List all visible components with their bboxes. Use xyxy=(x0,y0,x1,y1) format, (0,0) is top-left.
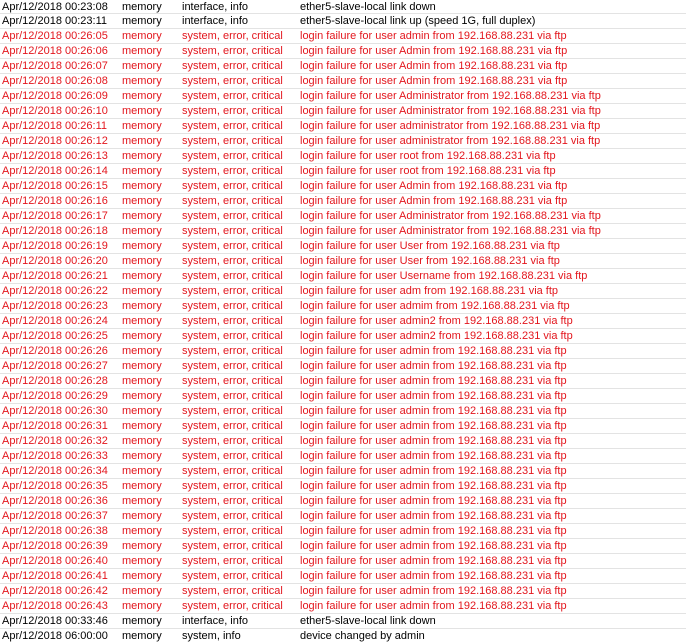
log-row[interactable] xyxy=(0,434,686,449)
log-buffer: memory xyxy=(122,345,162,357)
log-topics: system, error, critical xyxy=(182,450,283,462)
log-row[interactable] xyxy=(0,254,686,269)
log-time: Apr/12/2018 00:26:39 xyxy=(2,540,108,552)
log-time: Apr/12/2018 00:26:08 xyxy=(2,75,108,87)
log-message: login failure for user admin from 192.168.88.231 via ftp xyxy=(300,570,567,582)
log-topics: system, error, critical xyxy=(182,165,283,177)
log-message: login failure for user root from 192.168.88.231 via ftp xyxy=(300,150,556,162)
log-buffer: memory xyxy=(122,330,162,342)
log-buffer: memory xyxy=(122,135,162,147)
log-time: Apr/12/2018 00:26:26 xyxy=(2,345,108,357)
log-topics: system, error, critical xyxy=(182,135,283,147)
log-message: login failure for user admin from 192.168.88.231 via ftp xyxy=(300,345,567,357)
log-row[interactable] xyxy=(0,374,686,389)
log-topics: system, error, critical xyxy=(182,480,283,492)
log-time: Apr/12/2018 00:26:07 xyxy=(2,60,108,72)
log-message: login failure for user User from 192.168.88.231 via ftp xyxy=(300,240,560,252)
log-time: Apr/12/2018 00:26:23 xyxy=(2,300,108,312)
log-topics: system, error, critical xyxy=(182,600,283,612)
log-topics: system, error, critical xyxy=(182,90,283,102)
log-topics: system, error, critical xyxy=(182,390,283,402)
log-time: Apr/12/2018 00:26:32 xyxy=(2,435,108,447)
log-time: Apr/12/2018 00:26:06 xyxy=(2,45,108,57)
log-message: ether5-slave-local link down xyxy=(300,615,436,627)
log-time: Apr/12/2018 00:26:05 xyxy=(2,30,108,42)
log-topics: system, error, critical xyxy=(182,285,283,297)
log-message: login failure for user admin from 192.168.88.231 via ftp xyxy=(300,510,567,522)
log-time: Apr/12/2018 00:26:33 xyxy=(2,450,108,462)
log-time: Apr/12/2018 00:26:36 xyxy=(2,495,108,507)
log-message: login failure for user admim from 192.168.88.231 via ftp xyxy=(300,300,570,312)
log-topics: system, info xyxy=(182,630,241,642)
log-row[interactable] xyxy=(0,179,686,194)
log-row[interactable] xyxy=(0,479,686,494)
log-message: login failure for user admin from 192.168.88.231 via ftp xyxy=(300,435,567,447)
log-row[interactable] xyxy=(0,404,686,419)
log-time: Apr/12/2018 00:26:19 xyxy=(2,240,108,252)
log-time: Apr/12/2018 00:26:43 xyxy=(2,600,108,612)
log-time: Apr/12/2018 00:26:11 xyxy=(2,120,107,132)
log-time: Apr/12/2018 00:26:25 xyxy=(2,330,108,342)
log-buffer: memory xyxy=(122,555,162,567)
log-topics: system, error, critical xyxy=(182,405,283,417)
log-message: login failure for user admin from 192.168.88.231 via ftp xyxy=(300,390,567,402)
log-buffer: memory xyxy=(122,585,162,597)
log-time: Apr/12/2018 00:26:15 xyxy=(2,180,108,192)
log-message: login failure for user admin from 192.168.88.231 via ftp xyxy=(300,405,567,417)
log-message: ether5-slave-local link up (speed 1G, full duplex) xyxy=(300,15,536,27)
log-buffer: memory xyxy=(122,1,162,13)
log-buffer: memory xyxy=(122,510,162,522)
log-row[interactable] xyxy=(0,329,686,344)
log-message: device changed by admin xyxy=(300,630,425,642)
log-message: login failure for user Admin from 192.168.88.231 via ftp xyxy=(300,45,568,57)
log-buffer: memory xyxy=(122,120,162,132)
log-row[interactable] xyxy=(0,464,686,479)
log-time: Apr/12/2018 00:26:42 xyxy=(2,585,108,597)
log-buffer: memory xyxy=(122,600,162,612)
log-row[interactable] xyxy=(0,569,686,584)
log-row[interactable] xyxy=(0,239,686,254)
log-message: login failure for user Admin from 192.168.88.231 via ftp xyxy=(300,75,568,87)
log-topics: system, error, critical xyxy=(182,210,283,222)
log-topics: system, error, critical xyxy=(182,345,283,357)
log-buffer: memory xyxy=(122,525,162,537)
log-buffer: memory xyxy=(122,405,162,417)
log-topics: system, error, critical xyxy=(182,120,283,132)
log-row[interactable] xyxy=(0,299,686,314)
log-row[interactable] xyxy=(0,29,686,44)
log-buffer: memory xyxy=(122,300,162,312)
log-topics: system, error, critical xyxy=(182,75,283,87)
log-buffer: memory xyxy=(122,45,162,57)
log-row[interactable] xyxy=(0,194,686,209)
log-row[interactable] xyxy=(0,344,686,359)
log-message: login failure for user adm from 192.168.88.231 via ftp xyxy=(300,285,559,297)
log-message: login failure for user Admin from 192.168.88.231 via ftp xyxy=(300,60,568,72)
log-topics: system, error, critical xyxy=(182,555,283,567)
log-topics: system, error, critical xyxy=(182,375,283,387)
log-buffer: memory xyxy=(122,465,162,477)
log-row[interactable] xyxy=(0,539,686,554)
log-message: login failure for user Admin from 192.168.88.231 via ftp xyxy=(300,195,568,207)
log-buffer: memory xyxy=(122,90,162,102)
log-buffer: memory xyxy=(122,60,162,72)
log-topics: system, error, critical xyxy=(182,570,283,582)
log-topics: system, error, critical xyxy=(182,315,283,327)
log-row[interactable] xyxy=(0,359,686,374)
log-topics: system, error, critical xyxy=(182,45,283,57)
log-buffer: memory xyxy=(122,615,162,627)
log-message: login failure for user Username from 192.168.88.231 via ftp xyxy=(300,270,588,282)
log-row[interactable] xyxy=(0,0,686,14)
log-buffer: memory xyxy=(122,150,162,162)
log-message: login failure for user User from 192.168.88.231 via ftp xyxy=(300,255,560,267)
log-message: login failure for user admin from 192.168.88.231 via ftp xyxy=(300,480,567,492)
log-time: Apr/12/2018 00:26:10 xyxy=(2,105,108,117)
log-row[interactable] xyxy=(0,449,686,464)
log-buffer: memory xyxy=(122,240,162,252)
log-topics: system, error, critical xyxy=(182,330,283,342)
log-topics: system, error, critical xyxy=(182,195,283,207)
log-row[interactable] xyxy=(0,284,686,299)
log-message: login failure for user admin2 from 192.168.88.231 via ftp xyxy=(300,330,573,342)
log-message: login failure for user Administrator from 192.168.88.231 via ftp xyxy=(300,210,601,222)
log-topics: interface, info xyxy=(182,615,249,627)
log-topics: system, error, critical xyxy=(182,225,283,237)
log-time: Apr/12/2018 00:26:20 xyxy=(2,255,108,267)
log-time: Apr/12/2018 00:26:35 xyxy=(2,480,108,492)
log-topics: system, error, critical xyxy=(182,525,283,537)
log-message: login failure for user Admin from 192.168.88.231 via ftp xyxy=(300,180,568,192)
log-time: Apr/12/2018 00:26:30 xyxy=(2,405,108,417)
log-message: login failure for user admin from 192.168.88.231 via ftp xyxy=(300,360,567,372)
log-row[interactable] xyxy=(0,314,686,329)
log-buffer: memory xyxy=(122,540,162,552)
log-row[interactable] xyxy=(0,554,686,569)
log-row[interactable] xyxy=(0,164,686,179)
log-message: login failure for user admin from 192.168.88.231 via ftp xyxy=(300,525,567,537)
log-message: login failure for user admin from 192.168.88.231 via ftp xyxy=(300,540,567,552)
log-buffer: memory xyxy=(122,435,162,447)
log-topics: system, error, critical xyxy=(182,360,283,372)
log-topics: system, error, critical xyxy=(182,435,283,447)
log-message: login failure for user admin from 192.168.88.231 via ftp xyxy=(300,420,567,432)
log-topics: system, error, critical xyxy=(182,30,283,42)
log-row[interactable] xyxy=(0,224,686,239)
log-message: login failure for user admin from 192.168.88.231 via ftp xyxy=(300,555,567,567)
log-topics: system, error, critical xyxy=(182,180,283,192)
log-topics: system, error, critical xyxy=(182,255,283,267)
log-buffer: memory xyxy=(122,180,162,192)
log-row[interactable] xyxy=(0,614,686,629)
log-row[interactable] xyxy=(0,149,686,164)
log-row[interactable] xyxy=(0,419,686,434)
log-buffer: memory xyxy=(122,495,162,507)
log-row[interactable] xyxy=(0,74,686,89)
log-time: Apr/12/2018 00:26:38 xyxy=(2,525,108,537)
log-buffer: memory xyxy=(122,210,162,222)
log-message: login failure for user admin from 192.168.88.231 via ftp xyxy=(300,495,567,507)
log-buffer: memory xyxy=(122,360,162,372)
log-buffer: memory xyxy=(122,480,162,492)
log-time: Apr/12/2018 00:26:34 xyxy=(2,465,108,477)
log-buffer: memory xyxy=(122,630,162,642)
log-topics: system, error, critical xyxy=(182,510,283,522)
log-message: login failure for user administrator from 192.168.88.231 via ftp xyxy=(300,135,601,147)
log-time: Apr/12/2018 00:26:21 xyxy=(2,270,108,282)
log-time: Apr/12/2018 00:26:12 xyxy=(2,135,108,147)
log-time: Apr/12/2018 00:26:37 xyxy=(2,510,108,522)
log-row[interactable] xyxy=(0,584,686,599)
log-buffer: memory xyxy=(122,30,162,42)
log-message: login failure for user admin from 192.168.88.231 via ftp xyxy=(300,585,567,597)
log-time: Apr/12/2018 00:26:24 xyxy=(2,315,108,327)
log-buffer: memory xyxy=(122,15,162,27)
log-time: Apr/12/2018 06:00:00 xyxy=(2,630,108,642)
log-buffer: memory xyxy=(122,105,162,117)
log-buffer: memory xyxy=(122,570,162,582)
log-time: Apr/12/2018 00:26:40 xyxy=(2,555,108,567)
log-buffer: memory xyxy=(122,375,162,387)
log-topics: system, error, critical xyxy=(182,465,283,477)
log-topics: system, error, critical xyxy=(182,300,283,312)
log-topics: interface, info xyxy=(182,15,249,27)
log-row[interactable] xyxy=(0,494,686,509)
log-time: Apr/12/2018 00:23:11 xyxy=(2,15,107,27)
log-buffer: memory xyxy=(122,450,162,462)
log-message: login failure for user admin from 192.168.88.231 via ftp xyxy=(300,375,567,387)
log-time: Apr/12/2018 00:26:22 xyxy=(2,285,108,297)
log-time: Apr/12/2018 00:26:09 xyxy=(2,90,108,102)
log-topics: interface, info xyxy=(182,1,249,13)
log-message: login failure for user admin from 192.168.88.231 via ftp xyxy=(300,600,567,612)
log-row[interactable] xyxy=(0,89,686,104)
log-time: Apr/12/2018 00:26:31 xyxy=(2,420,108,432)
log-topics: system, error, critical xyxy=(182,270,283,282)
log-row[interactable] xyxy=(0,599,686,614)
log-buffer: memory xyxy=(122,195,162,207)
log-row[interactable] xyxy=(0,119,686,134)
log-row[interactable] xyxy=(0,14,686,29)
log-time: Apr/12/2018 00:26:28 xyxy=(2,375,108,387)
log-time: Apr/12/2018 00:26:13 xyxy=(2,150,108,162)
log-topics: system, error, critical xyxy=(182,60,283,72)
log-row[interactable] xyxy=(0,509,686,524)
log-message: login failure for user Administrator from 192.168.88.231 via ftp xyxy=(300,90,601,102)
log-message: login failure for user admin from 192.168.88.231 via ftp xyxy=(300,465,567,477)
log-message: ether5-slave-local link down xyxy=(300,1,436,13)
log-buffer: memory xyxy=(122,390,162,402)
log-message: login failure for user root from 192.168.88.231 via ftp xyxy=(300,165,556,177)
log-message: login failure for user admin from 192.168.88.231 via ftp xyxy=(300,450,567,462)
log-row[interactable] xyxy=(0,209,686,224)
log-buffer: memory xyxy=(122,225,162,237)
log-buffer: memory xyxy=(122,255,162,267)
log-buffer: memory xyxy=(122,270,162,282)
log-topics: system, error, critical xyxy=(182,495,283,507)
log-message: login failure for user Administrator from 192.168.88.231 via ftp xyxy=(300,105,601,117)
log-topics: system, error, critical xyxy=(182,585,283,597)
log-row[interactable] xyxy=(0,44,686,59)
log-time: Apr/12/2018 00:26:16 xyxy=(2,195,108,207)
log-row[interactable] xyxy=(0,59,686,74)
log-message: login failure for user administrator from 192.168.88.231 via ftp xyxy=(300,120,601,132)
log-time: Apr/12/2018 00:26:17 xyxy=(2,210,108,222)
log-topics: system, error, critical xyxy=(182,105,283,117)
log-message: login failure for user admin2 from 192.168.88.231 via ftp xyxy=(300,315,573,327)
log-time: Apr/12/2018 00:26:14 xyxy=(2,165,108,177)
log-time: Apr/12/2018 00:33:46 xyxy=(2,615,108,627)
log-time: Apr/12/2018 00:26:27 xyxy=(2,360,108,372)
log-time: Apr/12/2018 00:23:08 xyxy=(2,1,108,13)
log-topics: system, error, critical xyxy=(182,240,283,252)
log-message: login failure for user Administrator from 192.168.88.231 via ftp xyxy=(300,225,601,237)
log-buffer: memory xyxy=(122,315,162,327)
log-message: login failure for user admin from 192.168.88.231 via ftp xyxy=(300,30,567,42)
log-buffer: memory xyxy=(122,285,162,297)
log-time: Apr/12/2018 00:26:29 xyxy=(2,390,108,402)
log-row[interactable] xyxy=(0,134,686,149)
log-time: Apr/12/2018 00:26:18 xyxy=(2,225,108,237)
log-buffer: memory xyxy=(122,75,162,87)
log-row[interactable] xyxy=(0,104,686,119)
log-row[interactable] xyxy=(0,389,686,404)
log-row[interactable] xyxy=(0,269,686,284)
log-buffer: memory xyxy=(122,165,162,177)
log-topics: system, error, critical xyxy=(182,540,283,552)
log-topics: system, error, critical xyxy=(182,150,283,162)
log-buffer: memory xyxy=(122,420,162,432)
log-topics: system, error, critical xyxy=(182,420,283,432)
log-row[interactable] xyxy=(0,629,686,642)
log-row[interactable] xyxy=(0,524,686,539)
log-time: Apr/12/2018 00:26:41 xyxy=(2,570,108,582)
